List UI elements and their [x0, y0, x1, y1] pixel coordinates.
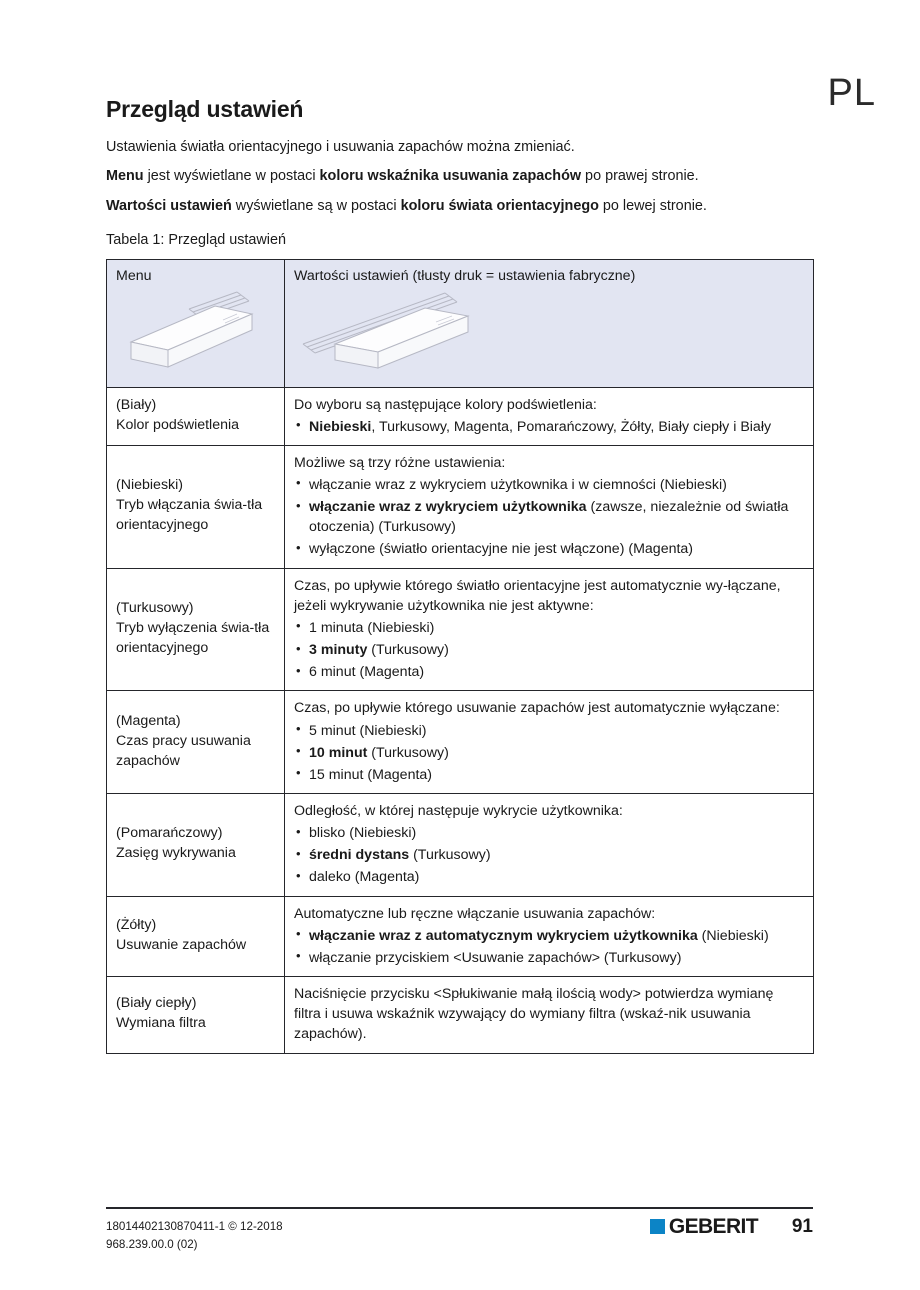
values-option-item: • wyłączone (światło orientacyjne nie jest włączone) (Magenta) — [294, 539, 804, 559]
menu-color-label: (Magenta) — [116, 712, 181, 729]
menu-color-label: (Pomarańczowy) — [116, 825, 223, 842]
language-marker: PL — [827, 72, 876, 114]
table-row — [107, 896, 814, 976]
values-option-item: • włączanie przyciskiem <Usuwanie zapachów> (Turkusowy) — [294, 948, 804, 968]
menu-setting-name: Tryb włączania świa-tła orientacyjnego — [116, 497, 263, 534]
table-cell-values — [285, 977, 814, 1053]
menu-color-label: (Żółty) — [116, 917, 157, 933]
footer-document-codes — [106, 1218, 283, 1253]
values-body-text: Naciśnięcie przycisku <Spłukiwanie małą ilością wody> potwierdza wymianę filtra i usuwa wskaźnik wzywający do wymiany filtra (wskaź-nik usuwania zapachów). — [294, 986, 774, 1043]
orientation-light-bar-rays-icon — [295, 280, 505, 379]
values-option-item: • włączanie wraz z wykryciem użytkownika (zawsze, niezależnie od światła otoczenia) (Turkusowy) — [294, 497, 804, 537]
table-cell-values — [285, 568, 814, 691]
footer-divider — [106, 1207, 813, 1209]
page-number: 91 — [791, 1216, 813, 1237]
values-lead-text: Automatyczne lub ręczne włączanie usuwania zapachów: — [294, 905, 656, 922]
table-cell-menu — [107, 794, 285, 897]
table-header-row — [107, 259, 814, 387]
values-option-list — [294, 417, 804, 437]
values-option-item: • średni dystans (Turkusowy) — [294, 845, 804, 865]
menu-color-label: (Niebieski) — [116, 477, 184, 494]
table-row — [107, 691, 814, 794]
orientation-light-bar-icon — [119, 284, 269, 377]
page-content — [106, 96, 813, 1054]
table-cell-values — [285, 387, 814, 445]
table-cell-menu — [107, 445, 285, 568]
table-cell-menu — [107, 387, 285, 445]
menu-color-label: (Turkusowy) — [116, 600, 194, 617]
values-option-item: • włączanie wraz z wykryciem użytkownika i w ciemności (Niebieski) — [294, 475, 804, 495]
table-row — [107, 977, 814, 1053]
geberit-logo — [650, 1216, 758, 1237]
table-row — [107, 568, 814, 691]
menu-setting-name: Zasięg wykrywania — [116, 845, 236, 862]
table-cell-values — [285, 794, 814, 897]
values-option-list — [294, 475, 804, 560]
geberit-logo-wordmark: GEBERIT — [668, 1215, 758, 1238]
intro-paragraph: Ustawienia światła orientacyjnego i usuwania zapachów można zmieniać. — [106, 139, 575, 155]
values-option-list — [294, 721, 804, 785]
table-header-values-cell — [285, 259, 814, 387]
values-lead-text: Możliwe są trzy różne ustawienia: — [294, 454, 506, 471]
table-cell-values — [285, 896, 814, 976]
values-option-item: • Niebieski, Turkusowy, Magenta, Pomarańczowy, Żółty, Biały ciepły i Biały — [294, 417, 804, 437]
values-option-item: • 10 minut (Turkusowy) — [294, 743, 804, 763]
menu-setting-name: Usuwanie zapachów — [116, 936, 247, 953]
menu-color-label: (Biały) — [116, 396, 157, 413]
table-cell-menu — [107, 691, 285, 794]
intro-paragraphs — [106, 137, 813, 216]
table-cell-menu — [107, 896, 285, 976]
table-row — [107, 387, 814, 445]
table-cell-values — [285, 445, 814, 568]
table-cell-menu — [107, 568, 285, 691]
values-lead-text: Czas, po upływie którego usuwanie zapachów jest automatycznie wyłączane: — [294, 700, 780, 717]
values-option-item: • 1 minuta (Niebieski) — [294, 618, 804, 638]
values-option-list — [294, 618, 804, 682]
menu-setting-name: Tryb wyłączenia świa-tła orientacyjnego — [116, 620, 270, 656]
intro-paragraph: Menu jest wyświetlane w postaci koloru wskaźnika usuwania zapachów po prawej stronie. — [106, 168, 699, 185]
menu-setting-name: Wymiana filtra — [116, 1015, 206, 1032]
footer-code-line-1: 18014402130870411-1 © 12-2018 — [106, 1220, 283, 1233]
menu-setting-name: Kolor podświetlenia — [116, 416, 240, 433]
values-option-item: • włączanie wraz z automatycznym wykryciem użytkownika (Niebieski) — [294, 926, 804, 946]
values-option-item: • 3 minuty (Turkusowy) — [294, 640, 804, 660]
footer-code-line-2: 968.239.00.0 (02) — [106, 1237, 198, 1251]
values-lead-text: Do wyboru są następujące kolory podświetlenia: — [294, 396, 597, 413]
values-lead-text: Czas, po upływie którego światło orientacyjne jest automatycznie wy-łączane, jeżeli wykrywanie użytkownika nie jest aktywne: — [294, 577, 781, 614]
values-option-item: • 15 minut (Magenta) — [294, 765, 804, 785]
intro-paragraph: Wartości ustawień wyświetlane są w postaci koloru świata orientacyjnego po lewej stronie. — [106, 197, 707, 214]
values-lead-text: Odległość, w której następuje wykrycie użytkownika: — [294, 803, 623, 820]
table-caption: Tabela 1: Przegląd ustawień — [106, 232, 286, 249]
table-header-menu-label: Menu — [116, 267, 152, 284]
values-option-list — [294, 823, 804, 887]
values-option-list — [294, 926, 804, 968]
geberit-logo-square-icon — [650, 1219, 665, 1234]
values-option-item: • 6 minut (Magenta) — [294, 662, 804, 682]
page-title: Przegląd ustawień — [106, 96, 304, 122]
table-header-values-label: Wartości ustawień (tłusty druk = ustawienia fabryczne) — [294, 267, 636, 284]
settings-overview-table — [106, 259, 814, 1054]
table-row — [107, 445, 814, 568]
values-option-item: • daleko (Magenta) — [294, 867, 804, 887]
table-header-menu-cell — [107, 259, 285, 387]
page-footer — [106, 1216, 813, 1272]
table-cell-menu — [107, 977, 285, 1053]
values-option-item: • blisko (Niebieski) — [294, 823, 804, 843]
menu-color-label: (Biały ciepły) — [116, 995, 197, 1012]
values-option-item: • 5 minut (Niebieski) — [294, 721, 804, 741]
table-cell-values — [285, 691, 814, 794]
menu-setting-name: Czas pracy usuwania zapachów — [116, 732, 251, 769]
table-row — [107, 794, 814, 897]
